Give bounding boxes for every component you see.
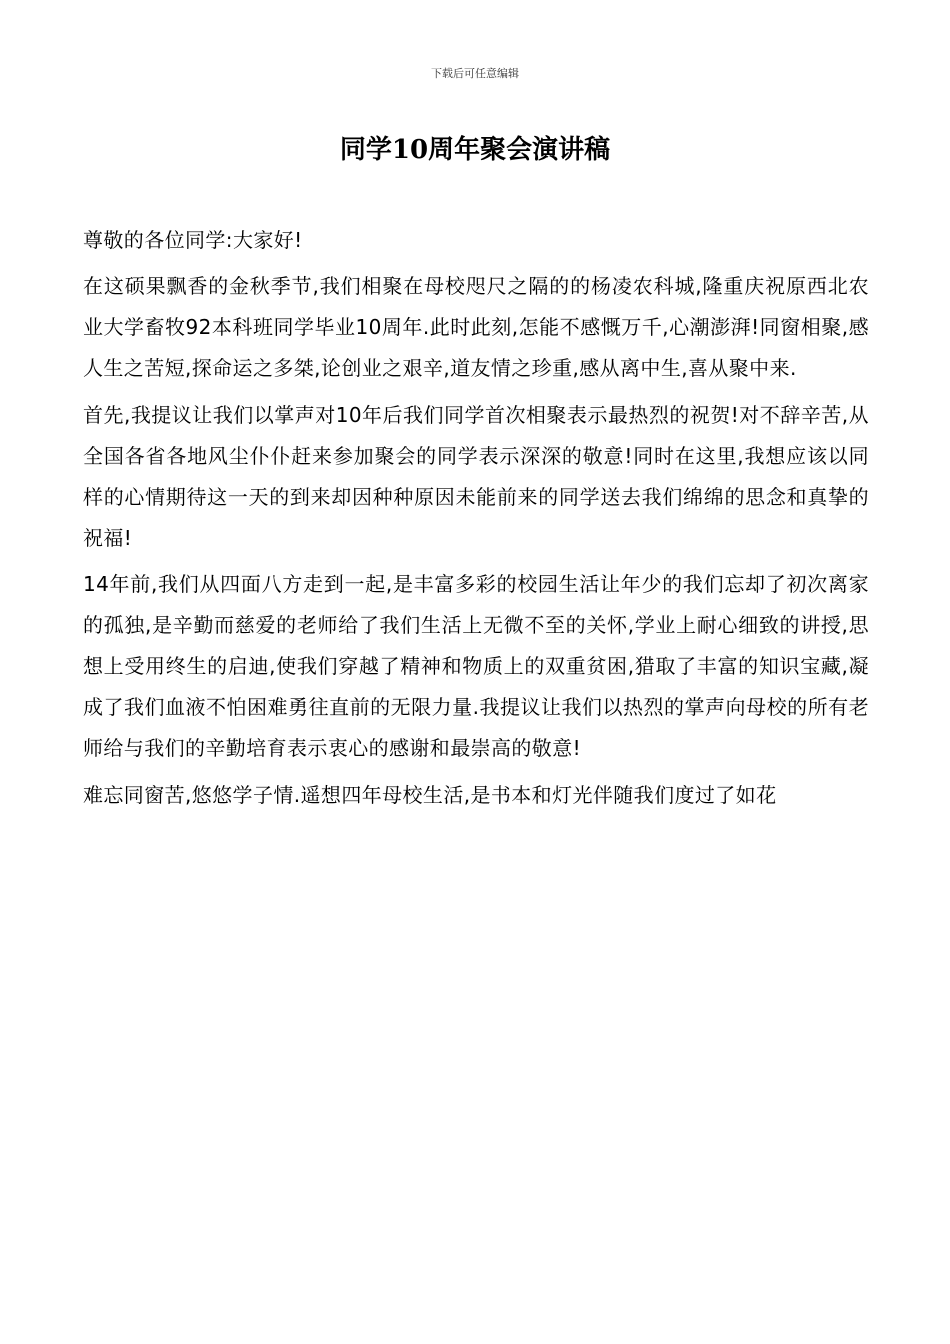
- paragraph-memories: 难忘同窗苦,悠悠学子情.遥想四年母校生活,是书本和灯光伴随我们度过了如花: [83, 782, 777, 807]
- paragraph-congratulation: 首先,我提议让我们以掌声对10年后我们同学首次相聚表示最热烈的祝贺!对不辞辛苦,从全国各省各地风尘仆仆赶来参加聚会的同学表示深深的敬意!同时在这里,我想应该以同样的心情期待这一天的到来却因种种原因未能前来的同学送去我们绵绵的思念和真挚的祝福!: [83, 402, 869, 550]
- document-title: 同学10周年聚会演讲稿: [339, 135, 611, 165]
- header-note: 下载后可任意编辑: [431, 67, 519, 80]
- paragraph-gathering: 在这硕果飘香的金秋季节,我们相聚在母校咫尺之隔的的杨凌农科城,隆重庆祝原西北农业大学畜牧92本科班同学毕业10周年.此时此刻,怎能不感慨万千,心潮澎湃!同窗相聚,感人生之苦短,探命运之多桀,论创业之艰辛,道友情之珍重,感从离中生,喜从聚中来.: [83, 274, 869, 381]
- paragraph-greeting: 尊敬的各位同学:大家好!: [83, 228, 303, 252]
- paragraph-teachers: 14年前,我们从四面八方走到一起,是丰富多彩的校园生活让年少的我们忘却了初次离家的孤独,是辛勤而慈爱的老师给了我们生活上无微不至的关怀,学业上耐心细致的讲授,思想上受用终生的启迪,使我们穿越了精神和物质上的双重贫困,猎取了丰富的知识宝藏,凝成了我们血液不怕困难勇往直前的无限力量.我提议让我们以热烈的掌声向母校的所有老师给与我们的辛勤培育表示衷心的感谢和最崇高的敬意!: [83, 572, 869, 761]
- document-body: [83, 220, 869, 821]
